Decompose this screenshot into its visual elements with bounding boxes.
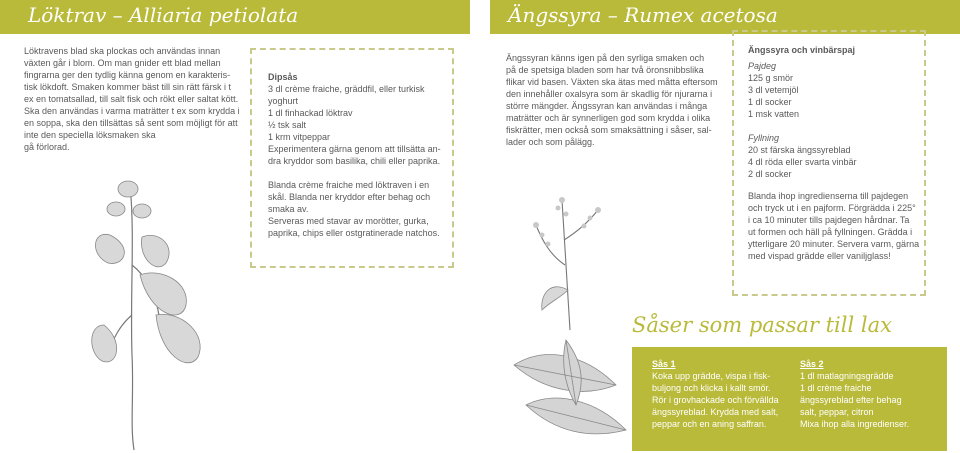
ingredient-line: ½ tsk salt (268, 120, 307, 130)
ingredient-line: 4 dl röda eller svarta vinbär (748, 157, 857, 167)
fyllning-label: Fyllning (748, 133, 780, 143)
method-line: i ca 10 minuter tills pajdegen hårdnar. Ta (748, 215, 910, 225)
sauce1-line: ängssyreblad. Krydda med salt, (652, 407, 779, 417)
ingredient-line: yoghurt (268, 96, 299, 106)
ingredient-line: 1 msk vatten (748, 109, 800, 119)
intro-line: på de spetsiga bladen som har två öronsnibbslika (506, 65, 704, 75)
sauce2-line: salt, peppar, citron (800, 407, 874, 417)
pie-recipe (748, 44, 922, 262)
method-line: paprika, chips eller ostgratinerade natchos. (268, 228, 440, 238)
sauce2-line: Mixa ihop alla ingredienser. (800, 419, 910, 429)
sauce2-line: 1 dl crème fraiche (800, 383, 872, 393)
recipe-title: Dipsås (268, 72, 298, 82)
method-line: ut formen och häll på fyllningen. Grädda i (748, 227, 913, 237)
intro-line: maträtter och är synnerligen god som krydda i olika (506, 113, 711, 123)
method-line: och tryck ut i en pajform. Förgrädda i 225° (748, 203, 916, 213)
intro-line: Ska den användas i varma maträtter t ex som krydda i (24, 106, 240, 116)
method-line: skål. Blanda ner kryddor efter behag och (268, 192, 431, 202)
sorrel-plant-illustration (510, 180, 630, 330)
sauce2-title: Sås 2 (800, 359, 824, 369)
intro-line: växten går i blom. Om man gnider ett blad mellan (24, 58, 221, 68)
intro-angssyra (506, 52, 736, 148)
ingredient-line: 2 dl socker (748, 169, 792, 179)
sauce1-title: Sås 1 (652, 359, 676, 369)
intro-line: Ängssyran känns igen på den syrliga smaken och (506, 53, 705, 63)
method-line: Blanda crème fraiche med löktraven i en (268, 180, 430, 190)
sauce1 (652, 358, 787, 430)
title-angssyra: Ängssyra – Rumex acetosa (508, 3, 778, 27)
dipsas-recipe (268, 71, 448, 239)
sorrel-leaves-illustration (506, 335, 631, 450)
intro-line: flikar vid basen. Växten ska ätas med måtta eftersom (506, 77, 718, 87)
sauce1-line: peppar och en aning saffran. (652, 419, 767, 429)
sauce1-line: buljong och klicka i kallt smör. (652, 383, 771, 393)
intro-line: större mängder. Ängssyran kan användas i många (506, 101, 708, 111)
recipe-title: Ängssyra och vinbärspaj (748, 45, 856, 55)
method-line: Blanda ihop ingredienserna till pajdegen (748, 191, 909, 201)
intro-line: Löktravens blad ska plockas och användas innan (24, 46, 221, 56)
ingredient-line: 1 krm vitpeppar (268, 132, 331, 142)
intro-line: tisk lökdoft. Smaken kommer bäst till sin rätt färsk i t (24, 82, 232, 92)
intro-line: gå förlorad. (24, 142, 70, 152)
intro-line: en soppa, ska den tillsättas så sent som möjligt för att (24, 118, 238, 128)
intro-line: ex en tomatsallad, till salt fisk och rökt eller saltat kött. (24, 94, 239, 104)
ingredient-line: 20 st färska ängssyreblad (748, 145, 851, 155)
sauces-title: Såser som passar till lax (632, 313, 892, 337)
sauce2-line: 1 dl matlagningsgrädde (800, 371, 894, 381)
method-line: Serveras med stavar av morötter, gurka, (268, 216, 429, 226)
title-loktrav: Löktrav – Alliaria petiolata (28, 3, 299, 27)
pajdeg-label: Pajdeg (748, 61, 777, 71)
ingredient-line: 3 dl vetemjöl (748, 85, 799, 95)
intro-line: inte den speciella löksmaken ska (24, 130, 156, 140)
sauce1-line: Rör i grovhackade och förvällda (652, 395, 779, 405)
method-line: ytterligare 20 minuter. Servera varm, gärna (748, 239, 920, 249)
garlic-mustard-illustration (90, 175, 240, 450)
method-line: med vispad grädde eller vaniljglass! (748, 251, 891, 261)
ingredient-line: dra kryddor som basilika, chili eller paprika. (268, 156, 441, 166)
ingredient-line: 3 dl crème fraiche, gräddfil, eller turkisk (268, 84, 425, 94)
ingredient-line: Experimentera gärna genom att tillsätta an- (268, 144, 441, 154)
ingredient-line: 1 dl socker (748, 97, 792, 107)
ingredient-line: 1 dl finhackad löktrav (268, 108, 353, 118)
intro-line: fiskrätter, men också som smaksättning i såser, sal- (506, 125, 712, 135)
intro-line: fingrarna ger den tydlig känna genom en karakteris- (24, 70, 231, 80)
sauce2-line: ängssyreblad efter behag (800, 395, 902, 405)
sauce2 (800, 358, 940, 430)
method-line: smaka av. (268, 204, 309, 214)
ingredient-line: 125 g smör (748, 73, 794, 83)
intro-line: den innehåller oxalsyra som är skadlig för njurarna i (506, 89, 713, 99)
intro-line: lader och som pålägg. (506, 137, 595, 147)
sauce1-line: Koka upp grädde, vispa i fisk- (652, 371, 771, 381)
intro-loktrav (24, 45, 254, 153)
